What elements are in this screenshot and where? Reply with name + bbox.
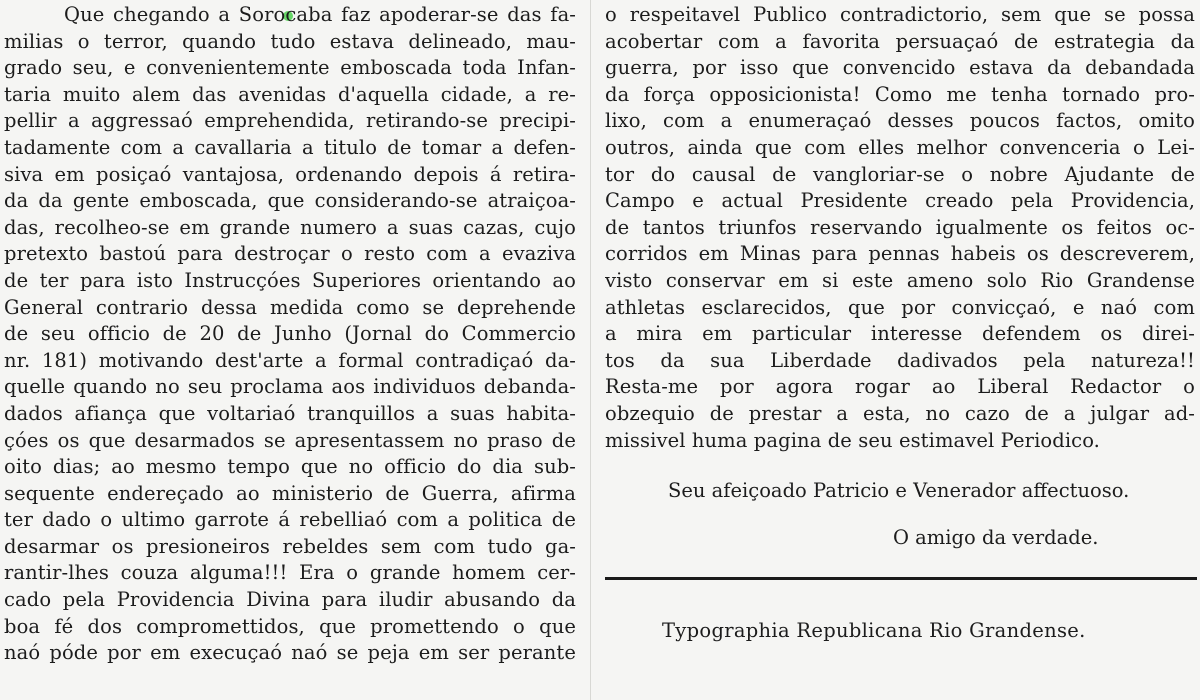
text-line: cado pela Providencia Divina para iludir abusando da <box>4 588 576 612</box>
text-line: taria muito alem das avenidas d'aquella cidade, a re- <box>4 82 576 106</box>
column-divider <box>590 0 591 700</box>
text-line: de ter para isto Instrucçóes Superiores orientando ao <box>4 268 576 292</box>
text-line: dados afiança que voltariaó tranquillos a suas habita- <box>4 401 576 425</box>
text-line: missivel huma pagina de seu estimavel Periodico. <box>605 428 1100 452</box>
printer-imprint: Typographia Republicana Rio Grandense. <box>662 619 1086 642</box>
text-line: pretexto bastoú para destroçar o resto com a evaziva <box>4 242 576 266</box>
text-line: naó póde por em execuçaó naó se peja em ser perante <box>4 641 576 665</box>
text-line: tadamente com a cavallaria a titulo de tomar a defen- <box>4 135 576 159</box>
text-line: rantir-lhes couza alguma!!! Era o grande homem cer- <box>4 561 576 585</box>
text-line: çóes os que desarmados se apresentassem no praso de <box>4 428 576 452</box>
text-line: visto conservar em si este ameno solo Rio Grandense <box>605 268 1195 292</box>
text-line: athletas esclarecidos, que por convicçaó, e naó com <box>605 295 1195 319</box>
text-line: siva em posiçaó vantajosa, ordenando depois á retira- <box>4 162 576 186</box>
text-line: desarmar os presioneiros rebeldes sem com tudo ga- <box>4 534 576 558</box>
text-line: boa fé dos compromettidos, que promettendo o que <box>4 614 576 638</box>
text-line: outros, ainda que com elles melhor convenceria o Lei- <box>605 135 1195 159</box>
text-line: sequente endereçado ao ministerio de Guerra, afirma <box>4 481 576 505</box>
signature-line: O amigo da verdade. <box>893 526 1099 549</box>
text-line: oito dias; ao mesmo tempo que no officio do dia sub- <box>4 455 576 479</box>
text-line: corridos em Minas para pennas habeis os descreverem, <box>605 242 1195 266</box>
text-line: da força opposicionista! Como me tenha tornado pro- <box>605 82 1195 106</box>
text-line: de tantos triunfos reservando igualmente os feitos oc- <box>605 215 1195 239</box>
text-line: acobertar com a favorita persuaçaó de estrategia da <box>605 29 1195 53</box>
signoff-line: Seu afeiçoado Patricio e Venerador affectuoso. <box>668 479 1130 502</box>
text-line: grado seu, e convenientemente emboscada toda Infan- <box>4 56 576 80</box>
horizontal-rule <box>605 577 1197 580</box>
text-line: guerra, por isso que convencido estava da debandada <box>605 56 1195 80</box>
text-line: tor do causal de vangloriar-se o nobre Ajudante de <box>605 162 1195 186</box>
text-line: quelle quando no seu proclama aos individuos debanda- <box>4 375 576 399</box>
text-line: da da gente emboscada, que considerando-se atraiçoa- <box>4 189 576 213</box>
right-column <box>605 2 1195 454</box>
text-line: de seu officio de 20 de Junho (Jornal do Commercio <box>4 322 576 346</box>
text-line: pellir a aggressaó emprehendida, retirando-se precipi- <box>4 109 576 133</box>
text-line: das, recolheo-se em grande numero a suas cazas, cujo <box>4 215 576 239</box>
text-line: obzequio de prestar a esta, no cazo de a julgar ad- <box>605 401 1195 425</box>
text-line: nr. 181) motivando dest'arte a formal contradiçaó da- <box>4 348 576 372</box>
text-line: tos da sua Liberdade dadivados pela natureza!! <box>605 348 1195 372</box>
text-line: Que chegando a Sorocaba faz apoderar-se das fa- <box>64 3 576 26</box>
text-line: lixo, com a enumeraçaó desses poucos factos, omito <box>605 109 1195 133</box>
left-column <box>4 2 576 667</box>
text-line: Campo e actual Presidente creado pela Providencia, <box>605 189 1195 213</box>
text-line: Resta-me por agora rogar ao Liberal Redactor o <box>605 375 1195 399</box>
text-line: General contrario dessa medida como se deprehende <box>4 295 576 319</box>
text-line: ter dado o ultimo garrote á rebelliaó com a politica de <box>4 508 576 532</box>
text-line: milias o terror, quando tudo estava delineado, mau- <box>4 29 576 53</box>
text-line: a mira em particular interesse defendem os direi- <box>605 322 1195 346</box>
text-line: o respeitavel Publico contradictorio, sem que se possa <box>605 3 1195 26</box>
